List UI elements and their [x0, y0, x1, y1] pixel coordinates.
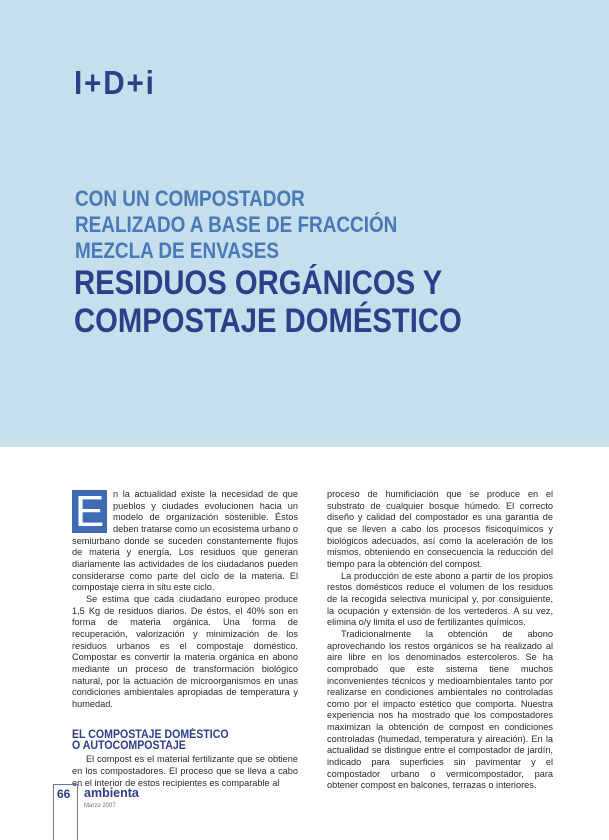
magazine-name: ambienta	[84, 786, 139, 800]
paragraph-text: n la actualidad existe la necesidad de que pueblos y ciudades evolucionen hacia un modelo de organización sostenible. Éstos deben tratarse como un ecosistema urbano o semiurbano donde se suceden constantemente flujos de materia y energía. Los residuos que generan diariamente las actividades de los ciudadanos pueden considerarse como parte del ciclo de la materia. El compostaje cierra in situ este ciclo.	[72, 489, 298, 593]
paragraph: El compost es el material fertilizante que se obtiene en los compostadores. El proceso que se lleva a cabo en el interior de estos recipientes es comparable al	[72, 754, 298, 788]
subheading-line: EL COMPOSTAJE DOMÉSTICO	[72, 729, 229, 742]
kicker	[75, 186, 471, 264]
paragraph: Tradicionalmente la obtención de abono aprovechando los restos orgánicos se ha realizado al aire libre en los denominados estercoleros. Se ha comprobado que este sistema tiene muchos inconvenientes técnicos y medioambientales tanto por realizarse en condiciones ambientales no controladas como por el impacto estético que comporta. Nuestra experiencia nos ha mostrado que los compostadores maximizan la obtención de compost en condiciones controladas (humedad, temperatura y aireación). En la actualidad se distingue entre el compostador de jardín, indicado para superficies sin pavimentar y el compostador urbano o vermicompostador, para obtener compost en balcones, terrazas o interiores.	[327, 628, 553, 791]
headline-line: COMPOSTAJE DOMÉSTICO	[74, 302, 462, 340]
issue-date: Marzo 2007	[84, 803, 116, 809]
subheading-line: O AUTOCOMPOSTAJE	[72, 740, 186, 753]
page-number: 66	[57, 787, 71, 801]
paragraph: Se estima que cada ciudadano europeo produce 1,5 Kg de residuos diarios. De éstos, el 40% son en forma de materia orgánica. Una forma de recuperación, valorización y minimización de los residuos urbanos es el compostaje doméstico. Compostar es convertir la materia orgánica en abono mediante un proceso de transformación biológico natural, por la actuación de microorganismos en unas condiciones ambientales apropiadas de temperatura y humedad.	[72, 593, 298, 709]
headline	[74, 264, 521, 340]
kicker-line: MEZCLA DE ENVASES	[75, 238, 279, 263]
article-column-right	[327, 489, 553, 792]
headline-line: RESIDUOS ORGÁNICOS Y	[74, 264, 443, 302]
kicker-line: REALIZADO A BASE DE FRACCIÓN	[75, 212, 398, 237]
kicker-line: CON UN COMPOSTADOR	[75, 186, 305, 211]
paragraph: proceso de humificiación que se produce en el substrato de cualquier bosque húmedo. El correcto diseño y calidad del compostador es una garantía de que se lleven a cabo los procesos fisicoquímicos y biológicos adecuados, así como la aceleración de los mismos, obteniendo en consecuencia la reducción del tiempo para la obtención del compost.	[327, 489, 553, 569]
section-tag: I+D+i	[74, 64, 156, 101]
article-column-left	[72, 489, 298, 789]
paragraph: La producción de este abono a partir de los propios restos domésticos reduce el volumen de los residuos de la recogida selectiva municipal y, por consiguiente, la ocupación y extensión de los vertederos. A su vez, elimina o/y limita el uso de fertilizantes químicos.	[327, 570, 553, 628]
paragraph	[72, 489, 298, 594]
dropcap: E	[72, 490, 107, 533]
subheading	[72, 730, 280, 752]
